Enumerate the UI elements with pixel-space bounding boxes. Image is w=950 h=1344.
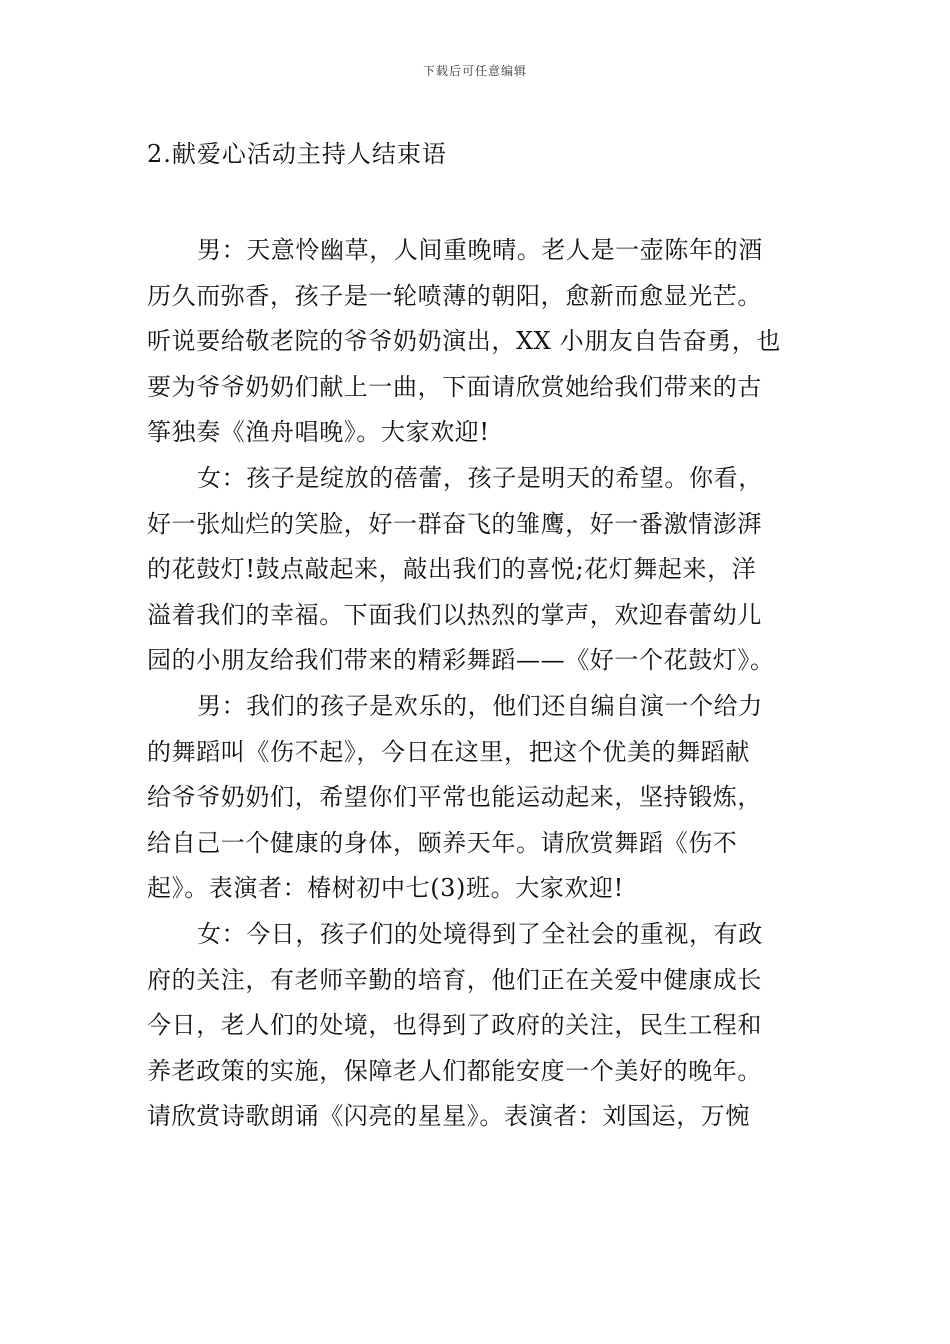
text-line: 好一张灿烂的笑脸，好一群奋飞的雏鹰，好一番激情澎湃 [147,509,762,538]
text-line: 女：今日，孩子们的处境得到了全社会的重视，有政 [197,919,763,948]
text-line: 历久而弥香，孩子是一轮喷薄的朝阳，愈新而愈显光芒。 [147,281,762,310]
page-header: 下载后可任意编辑 [422,64,527,78]
document-body [147,228,807,1140]
text-line: 听说要给敬老院的爷爷奶奶演出，XX 小朋友自告奋勇，也 [147,327,781,356]
text-line: 的舞蹈叫《伤不起》，今日在这里，把这个优美的舞蹈献 [147,737,750,766]
text-line: 女：孩子是绽放的蓓蕾，孩子是明天的希望。你看， [197,463,763,492]
text-line: 男：我们的孩子是欢乐的，他们还自编自演一个给力 [197,691,763,720]
text-line: 给自己一个健康的身体，颐养天年。请欣赏舞蹈《伤不 [147,828,738,857]
text-line: 起》。表演者：椿树初中七(3)班。大家欢迎! [147,874,624,903]
text-line: 溢着我们的幸福。下面我们以热烈的掌声，欢迎春蕾幼儿 [147,600,762,629]
text-line: 的花鼓灯!鼓点敲起来，敲出我们的喜悦;花灯舞起来，洋 [147,555,757,584]
text-line: 今日，老人们的处境，也得到了政府的关注，民生工程和 [147,1011,762,1040]
text-line: 给爷爷奶奶们，希望你们平常也能运动起来，坚持锻炼， [147,783,762,812]
text-line: 请欣赏诗歌朗诵《闪亮的星星》。表演者：刘国运，万惋 [147,1102,750,1131]
document-title: 2.献爱心活动主持人结束语 [147,140,447,168]
text-line: 要为爷爷奶奶们献上一曲，下面请欣赏她给我们带来的古 [147,372,762,401]
text-line: 养老政策的实施，保障老人们都能安度一个美好的晚年。 [147,1056,762,1085]
text-line: 府的关注，有老师辛勤的培育，他们正在关爱中健康成长 [147,965,762,994]
text-line: 园的小朋友给我们带来的精彩舞蹈——《好一个花鼓灯》。 [147,646,775,675]
text-line: 筝独奏《渔舟唱晚》。大家欢迎! [147,418,490,447]
text-line: 男：天意怜幽草，人间重晚晴。老人是一壶陈年的酒 [197,236,763,264]
